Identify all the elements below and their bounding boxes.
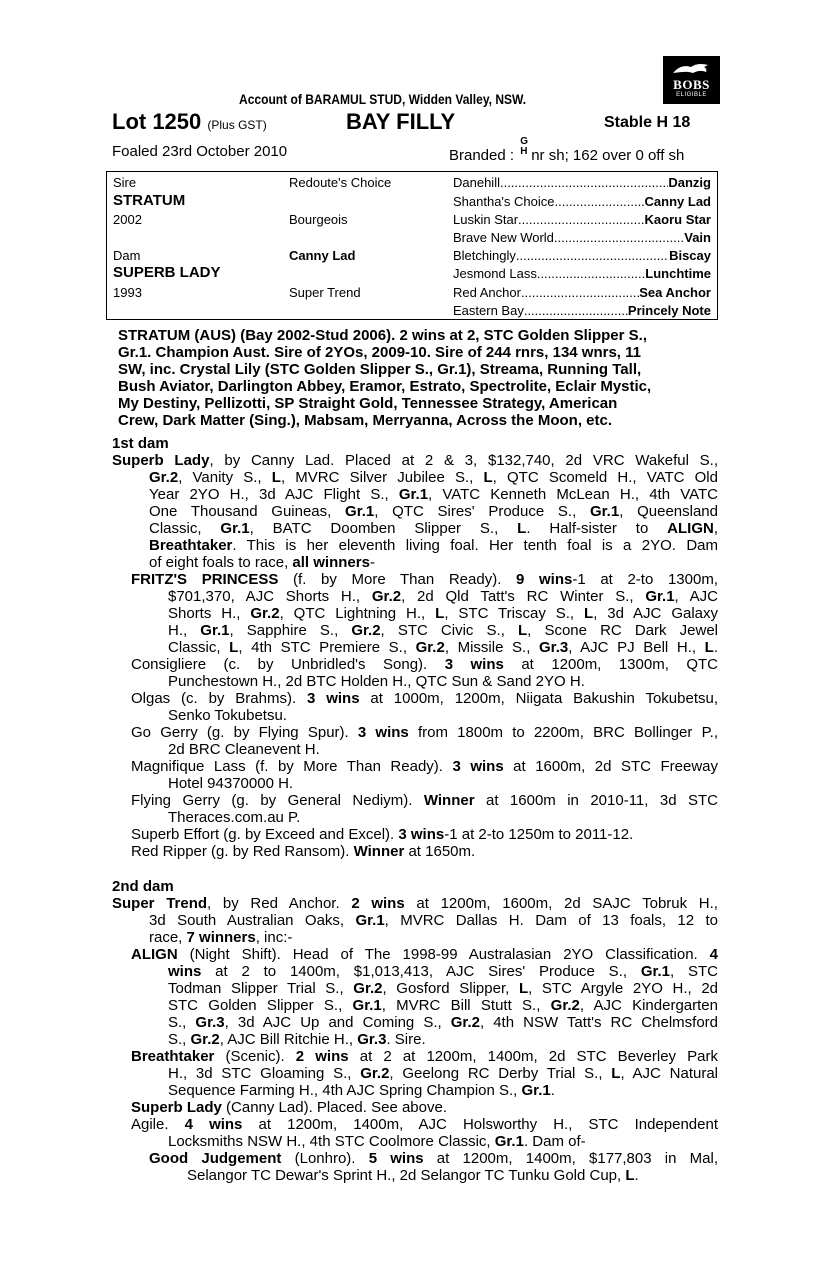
branded-suffix: nr sh; 162 over 0 off sh bbox=[531, 147, 685, 164]
bobs-eligible-logo bbox=[663, 56, 720, 104]
account-line: Account of BARAMUL STUD, Widden Valley, NSW. bbox=[239, 91, 527, 107]
logo-eligible-text: ELIGIBLE bbox=[676, 92, 707, 98]
record-line: wins at 2 to 1400m, $1,013,413, AJC Sires' Produce S., Gr.1, STC bbox=[168, 963, 718, 980]
record-line: Classic, Gr.1, BATC Doomben Slipper S., L. Half-sister to ALIGN, bbox=[149, 520, 719, 537]
record-line: Agile. 4 wins at 1200m, 1400m, AJC Holsworthy H., STC Independent bbox=[131, 1116, 718, 1133]
sire-summary-line: Bush Aviator, Darlington Abbey, Eramor, Estrato, Spectrolite, Eclair Mystic, bbox=[118, 378, 652, 395]
record-line: race, 7 winners, inc:- bbox=[149, 929, 293, 946]
gg-row: Eastern Bay ..... Princely Note bbox=[453, 303, 711, 319]
horse-icon bbox=[671, 62, 711, 76]
record-line: Superb Lady (Canny Lad). Placed. See above. bbox=[131, 1099, 447, 1116]
record-line: Olgas (c. by Brahms). 3 wins at 1000m, 1200m, Niigata Bakushin Tokubetsu, bbox=[131, 690, 718, 707]
record-line: Todman Slipper Trial S., Gr.2, Gosford Slipper, L, STC Argyle 2YO H., 2d bbox=[168, 980, 719, 997]
record-line: FRITZ'S PRINCESS (f. by More Than Ready). 9 wins-1 at 2-to 1300m, bbox=[131, 571, 718, 588]
dam-dam: Super Trend bbox=[289, 285, 361, 300]
record-line: of eight foals to race, all winners- bbox=[149, 554, 375, 571]
sire-name: STRATUM bbox=[113, 192, 186, 209]
lot-number bbox=[112, 109, 267, 135]
sire-summary-line: SW, inc. Crystal Lily (STC Golden Slipper S., Gr.1), Streama, Running Tall, bbox=[118, 361, 642, 378]
sire-sire: Redoute's Choice bbox=[289, 175, 392, 190]
brand-bottom: H bbox=[520, 146, 528, 157]
gg-row: Danehill ..... Danzig bbox=[453, 175, 711, 191]
page-title: BAY FILLY bbox=[346, 109, 456, 134]
record-line: Classic, L, 4th STC Premiere S., Gr.2, Missile S., Gr.3, AJC PJ Bell H., L. bbox=[168, 639, 719, 656]
record-line: Good Judgement (Lonhro). 5 wins at 1200m, 1400m, $177,803 in Mal, bbox=[149, 1150, 719, 1167]
record-line: 2d BRC Cleanevent H. bbox=[168, 741, 320, 758]
pedigree-table bbox=[106, 171, 718, 320]
record-line: H., 3d STC Gloaming S., Gr.2, Geelong RC Derby Trial S., L, AJC Natural bbox=[168, 1065, 719, 1082]
sire-summary-line: STRATUM (AUS) (Bay 2002-Stud 2006). 2 wins at 2, STC Golden Slipper S., bbox=[118, 327, 647, 344]
foaled-date: Foaled 23rd October 2010 bbox=[112, 143, 288, 160]
stable-number: Stable H 18 bbox=[604, 114, 691, 131]
gg-row: Luskin Star ..... Kaoru Star bbox=[453, 212, 711, 228]
brand-top: G bbox=[520, 136, 528, 147]
record-line: Gr.2, Vanity S., L, MVRC Silver Jubilee S., L, QTC Scomeld H., VATC Old bbox=[149, 469, 718, 486]
dam-label: Dam bbox=[113, 248, 141, 263]
record-line: Locksmiths NSW H., 4th STC Coolmore Classic, Gr.1. Dam of- bbox=[168, 1133, 586, 1150]
record-line: Superb Effort (g. by Exceed and Excel). 3 wins-1 at 2-to 1250m to 2011-12. bbox=[131, 826, 634, 843]
record-line: Shorts H., Gr.2, QTC Lightning H., L, STC Triscay S., L, 3d AJC Galaxy bbox=[168, 605, 718, 622]
record-line: H., Gr.1, Sapphire S., Gr.2, STC Civic S., L, Scone RC Dark Jewel bbox=[168, 622, 718, 639]
dam-year: 1993 bbox=[113, 285, 142, 300]
record-line: Superb Lady, by Canny Lad. Placed at 2 & 3, $132,740, 2d VRC Wakeful S., bbox=[112, 452, 718, 469]
record-line: $701,370, AJC Shorts H., Gr.2, 2d Qld Tatt's RC Winter S., Gr.1, AJC bbox=[168, 588, 718, 605]
lot-label: Lot 1250 bbox=[112, 109, 202, 134]
record-line: Breathtaker (Scenic). 2 wins at 2 at 1200m, 1400m, 2d STC Beverley Park bbox=[131, 1048, 718, 1065]
record-line: Red Ripper (g. by Red Ransom). Winner at 1650m. bbox=[131, 843, 476, 860]
record-line: Consigliere (c. by Unbridled's Song). 3 wins at 1200m, 1300m, QTC bbox=[131, 656, 718, 673]
sire-dam: Bourgeois bbox=[289, 212, 348, 227]
gg-row: Shantha's Choice ..... Canny Lad bbox=[453, 194, 711, 210]
record-line: Sequence Farming H., 4th AJC Spring Champion S., Gr.1. bbox=[168, 1082, 555, 1099]
logo-bobs-text: BOBS bbox=[673, 77, 710, 92]
record-line: Flying Gerry (g. by General Nediym). Winner at 1600m in 2010-11, 3d STC bbox=[131, 792, 718, 809]
sire-summary-line: My Destiny, Pellizotti, SP Straight Gold, Tennessee Strategy, American bbox=[118, 395, 618, 412]
dam-name: SUPERB LADY bbox=[113, 264, 221, 281]
gg-row: Brave New World ..... Vain bbox=[453, 230, 711, 246]
sire-label: Sire bbox=[113, 175, 137, 190]
gst-note: (Plus GST) bbox=[207, 118, 267, 132]
sire-year: 2002 bbox=[113, 212, 142, 227]
record-line: Super Trend, by Red Anchor. 2 wins at 1200m, 1600m, 2d SAJC Tobruk H., bbox=[112, 895, 718, 912]
gg-row: Jesmond Lass ..... Lunchtime bbox=[453, 266, 711, 282]
sire-summary-line: Gr.1. Champion Aust. Sire of 2YOs, 2009-10. Sire of 244 rnrs, 134 wnrs, 11 bbox=[118, 344, 642, 361]
record-line: Magnifique Lass (f. by More Than Ready). 3 wins at 1600m, 2d STC Freeway bbox=[131, 758, 718, 775]
record-line: Breathtaker. This is her eleventh living foal. Her tenth foal is a 2YO. Dam bbox=[149, 537, 718, 554]
record-line: One Thousand Guineas, Gr.1, QTC Sires' Produce S., Gr.1, Queensland bbox=[149, 503, 718, 520]
gg-row: Bletchingly ..... Biscay bbox=[453, 248, 711, 264]
record-line: S., Gr.3, 3d AJC Up and Coming S., Gr.2, 4th NSW Tatt's RC Chelmsford bbox=[168, 1014, 718, 1031]
record-line: ALIGN (Night Shift). Head of The 1998-99 Australasian 2YO Classification. 4 bbox=[131, 946, 718, 963]
record-line: Go Gerry (g. by Flying Spur). 3 wins from 1800m to 2200m, BRC Bollinger P., bbox=[131, 724, 718, 741]
branded-prefix: Branded : bbox=[449, 147, 515, 164]
record-line: Punchestown H., 2d BTC Holden H., QTC Sun & Sand 2YO H. bbox=[168, 673, 585, 690]
record-line: Selangor TC Dewar's Sprint H., 2d Selangor TC Tunku Gold Cup, L. bbox=[187, 1167, 639, 1184]
dam-sire: Canny Lad bbox=[289, 248, 356, 263]
record-line: Theraces.com.au P. bbox=[168, 809, 301, 826]
record-line: 3d South Australian Oaks, Gr.1, MVRC Dallas H. Dam of 13 foals, 12 to bbox=[149, 912, 719, 929]
record-line: STC Golden Slipper S., Gr.1, MVRC Bill Stutt S., Gr.2, AJC Kindergarten bbox=[168, 997, 718, 1014]
branded-line bbox=[449, 136, 685, 164]
record-line: Senko Tokubetsu. bbox=[168, 707, 287, 724]
first-dam-heading: 1st dam bbox=[112, 435, 169, 452]
record-line: Year 2YO H., 3d AJC Flight S., Gr.1, VATC Kenneth McLean H., 4th VATC bbox=[149, 486, 718, 503]
gg-row: Red Anchor ..... Sea Anchor bbox=[453, 285, 711, 301]
brand-mark bbox=[520, 136, 529, 163]
second-dam-heading: 2nd dam bbox=[112, 878, 174, 895]
record-line: Hotel 94370000 H. bbox=[168, 775, 294, 792]
sire-summary-line: Crew, Dark Matter (Sing.), Mabsam, Merryanna, Across the Moon, etc. bbox=[118, 412, 613, 429]
record-line: S., Gr.2, AJC Bill Ritchie H., Gr.3. Sire. bbox=[168, 1031, 426, 1048]
sire-summary bbox=[118, 327, 718, 429]
